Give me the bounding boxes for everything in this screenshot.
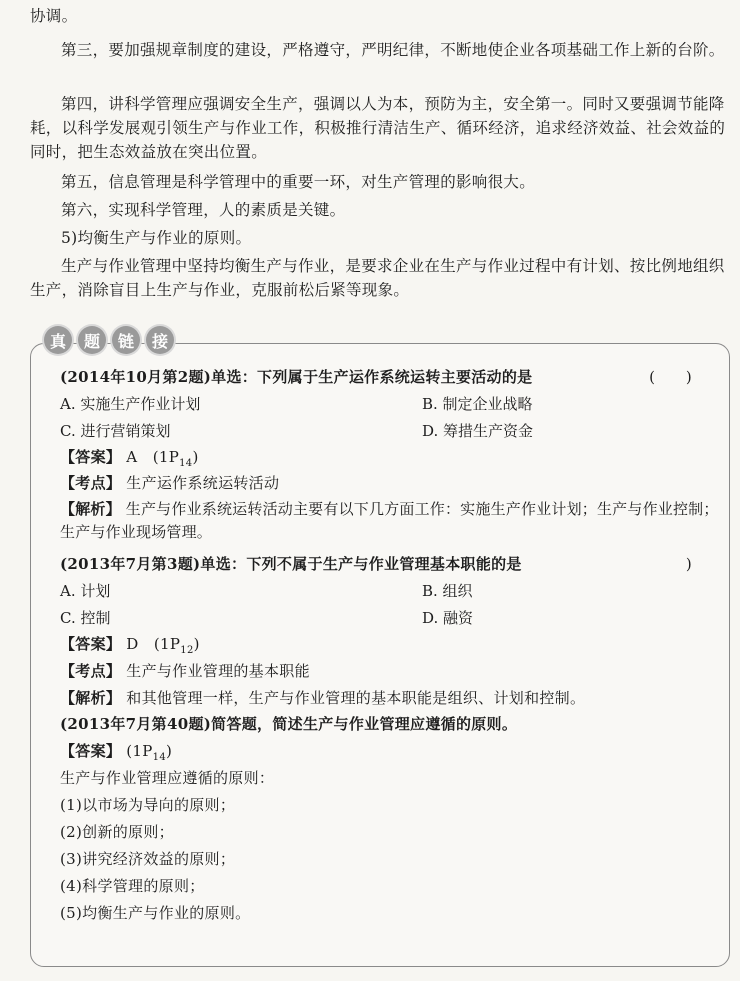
question-2-options-row-2: [60, 607, 720, 629]
question-1-options-row-2: [60, 420, 720, 442]
option-d: D. 筹措生产资金: [422, 422, 534, 440]
answer-close: ): [193, 635, 200, 653]
question-2-title: [60, 553, 720, 575]
answer-close: ): [166, 742, 173, 760]
question-3-title: [60, 713, 720, 735]
point-value: 生产运作系统运转活动: [126, 474, 280, 492]
paragraph-third: 第三，要加强规章制度的建设，严格遵守，严明纪律，不断地使企业各项基础工作上新的台阶。: [61, 41, 725, 59]
answer-value: A (1P: [126, 448, 180, 466]
analysis-tag: 【解析】: [60, 500, 121, 518]
text-fragment-top: 协调。: [30, 7, 78, 25]
subheading-principle-5: 5)均衡生产与作业的原则。: [61, 229, 252, 247]
answer-page-sub: 14: [152, 752, 166, 763]
question-2-answer: [60, 633, 720, 662]
question-3-intro: 生产与作业管理应遵循的原则：: [60, 769, 275, 787]
analysis-value: 和其他管理一样，生产与作业管理的基本职能是组织、计划和控制。: [126, 689, 586, 707]
question-1-answer: [60, 446, 720, 475]
analysis-tag: 【解析】: [60, 689, 122, 707]
analysis-value: 生产与作业系统运转活动主要有以下几方面工作：实施生产作业计划；生产与作业控制；生产与作业现场管理。: [60, 500, 719, 541]
question-1-point: [60, 472, 720, 494]
question-2-point: [60, 660, 720, 682]
question-1-options-row-1: [60, 393, 720, 415]
question-2-paren: ): [685, 555, 692, 573]
question-3-stem: (2013年7月第40题)简答题，简述生产与作业管理应遵循的原则。: [60, 715, 518, 733]
question-2-analysis: [60, 687, 720, 709]
question-1-title: [60, 366, 720, 388]
answer-tag: 【答案】: [60, 448, 122, 466]
option-b: B. 组织: [422, 582, 473, 600]
answer-page-sub: 14: [179, 458, 193, 469]
option-c: C. 进行营销策划: [60, 422, 171, 440]
answer-close: ): [192, 448, 199, 466]
answer-value: D (1P: [126, 635, 181, 653]
principle-item: (1)以市场为导向的原则；: [60, 796, 236, 814]
question-1-paren: ( ): [649, 368, 692, 386]
option-c: C. 控制: [60, 609, 111, 627]
principle-item: (2)创新的原则；: [60, 823, 174, 841]
paragraph-balanced-production: 生产与作业管理中坚持均衡生产与作业，是要求企业在生产与作业过程中有计划、按比例地组织生产，消除盲目上生产与作业，克服前松后紧等现象。: [30, 257, 725, 299]
answer-value: (1P: [126, 742, 153, 760]
section-badge-char: 题: [78, 326, 106, 354]
answer-page-sub: 12: [180, 645, 194, 656]
answer-tag: 【答案】: [60, 635, 122, 653]
question-1-analysis: [60, 498, 725, 544]
answer-tag: 【答案】: [60, 742, 122, 760]
paragraph-fourth: 第四，讲科学管理应强调安全生产，强调以人为本，预防为主，安全第一。同时又要强调节能降耗，以科学发展观引领生产与作业工作，积极推行清洁生产、循环经济，追求经济效益、社会效益的同时，把生态效益放在突出位置。: [30, 95, 726, 161]
principle-item: (3)讲究经济效益的原则；: [60, 850, 236, 868]
section-badge-char: 真: [44, 326, 72, 354]
option-d: D. 融资: [422, 609, 474, 627]
section-badge-char: 链: [112, 326, 140, 354]
paragraph-fifth: 第五，信息管理是科学管理中的重要一环，对生产管理的影响很大。: [61, 173, 536, 191]
option-b: B. 制定企业战略: [422, 395, 533, 413]
question-2-options-row-1: [60, 580, 720, 602]
question-3-answer: [60, 740, 720, 769]
question-2-stem: (2013年7月第3题)单选：下列不属于生产与作业管理基本职能的是: [60, 555, 522, 573]
point-value: 生产与作业管理的基本职能: [126, 662, 310, 680]
point-tag: 【考点】: [60, 662, 122, 680]
principle-item: (5)均衡生产与作业的原则。: [60, 904, 251, 922]
section-header-real-questions: [44, 326, 174, 356]
principle-item: (4)科学管理的原则；: [60, 877, 205, 895]
option-a: A. 实施生产作业计划: [60, 395, 201, 413]
option-a: A. 计划: [60, 582, 111, 600]
paragraph-sixth: 第六，实现科学管理，人的素质是关键。: [61, 201, 346, 219]
point-tag: 【考点】: [60, 474, 122, 492]
section-badge-char: 接: [146, 326, 174, 354]
question-1-stem: (2014年10月第2题)单选：下列属于生产运作系统运转主要活动的是: [60, 368, 533, 386]
